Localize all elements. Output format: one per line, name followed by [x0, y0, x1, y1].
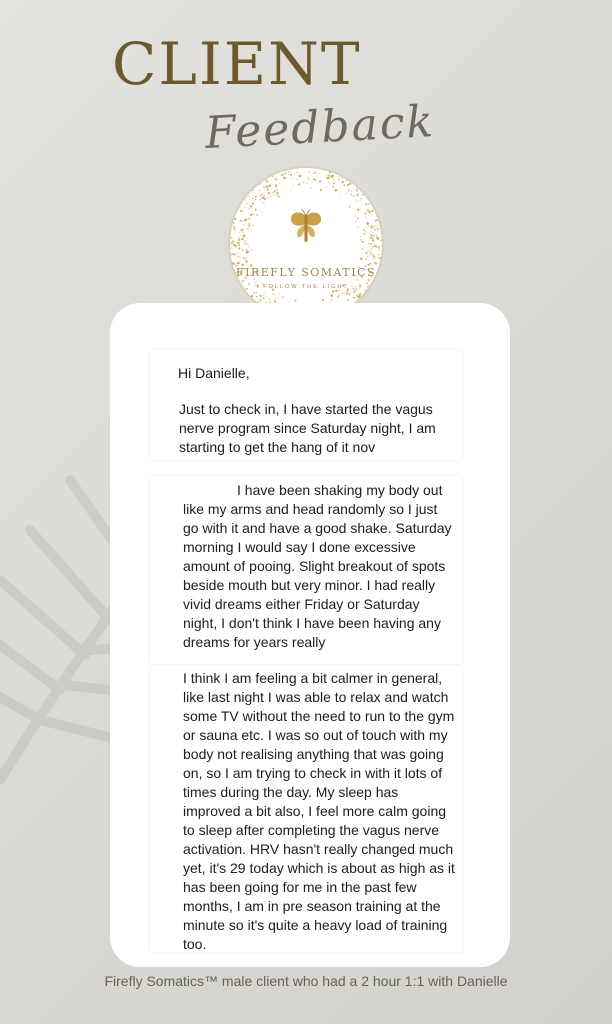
message-paragraph-3: I think I am feeling a bit calmer in general, like last night I was able to relax and watch some TV without the need to run to the gym or sauna etc. I was so out of touch with my body not realising anything that was going on, so I am trying to check in with it lots of times during the day. My sleep has improved a bit also, I feel more calm going to sleep after completing the vagus nerve activation. HRV hasn't really changed much yet, it's 29 today which is about as high as it has been going for me in the past few months, I am in pre season training at the minute so it's quite a heavy load of training too.: [183, 670, 455, 952]
message-screenshot-2: [150, 476, 462, 664]
testimonial-caption: Firefly Somatics™ male client who had a 2 hour 1:1 with Danielle: [104, 973, 508, 989]
firefly-icon: [286, 208, 326, 248]
message-paragraph-2: I have been shaking my body out like my arms and head randomly so I just go with it and have a good shake. Saturday morning I would say I done excessive amount of pooing. Slight breakout of spots beside mouth but very minor. I had really vivid dreams either Friday or Saturday night, I don't think I have been having any dreams for years really: [183, 482, 452, 650]
message-screenshot-3: [150, 666, 462, 952]
message-paragraph-1: Just to check in, I have started the vagus nerve program since Saturday night, I am starting to get the hang of it nov: [179, 401, 436, 455]
message-screenshot-1: [150, 350, 462, 460]
message-greeting: Hi Danielle,: [178, 365, 250, 381]
page-title: CLIENT: [112, 30, 362, 98]
logo-brand-name: FIREFLY SOMATICS: [235, 266, 377, 279]
logo-tagline: FOLLOW THE LIGHT: [263, 284, 349, 290]
brand-logo: [230, 168, 382, 320]
page-subtitle: Feedback: [203, 96, 437, 159]
